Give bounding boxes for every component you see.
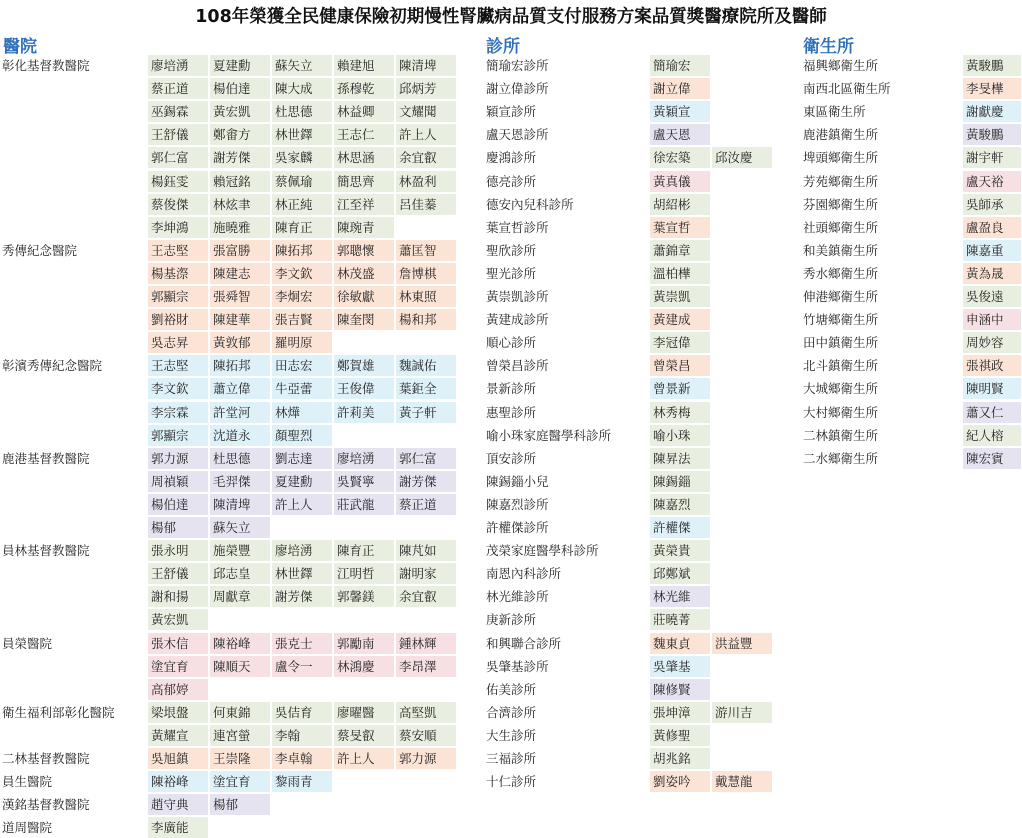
doctor-cell: 呂佳蓁: [396, 194, 456, 215]
doctor-cell: 紀人榕: [963, 425, 1021, 446]
doctor-cell: 田志宏: [272, 355, 332, 376]
doctor-cell: 黃宏凱: [210, 101, 270, 122]
doctor-cell: 謝立偉: [650, 78, 710, 99]
doctor-cell: 楊伯達: [148, 494, 208, 515]
doctor-cell: 林秀梅: [650, 402, 710, 423]
doctor-cell: 蔡旻叡: [334, 725, 394, 746]
doctor-cell: 魏誠佑: [396, 355, 456, 376]
clinic-name: 佑美診所: [486, 682, 537, 697]
doctor-cell: 張富勝: [210, 240, 270, 261]
doctor-cell: 許堂河: [210, 402, 270, 423]
doctor-cell: 黃駿鵬: [963, 124, 1021, 145]
doctor-cell: 陳裕峰: [148, 771, 208, 792]
doctor-cell: 張祺政: [963, 355, 1021, 376]
doctor-cell: 巫錫霖: [148, 101, 208, 122]
doctor-cell: 胡兆銘: [650, 748, 710, 769]
doctor-cell: 蔡正道: [396, 494, 456, 515]
clinic-name: 許權傑診所: [486, 520, 549, 535]
hospital-name: 二林基督教醫院: [2, 751, 90, 766]
hospital-name: 員榮醫院: [2, 636, 53, 651]
health-station-name: 南西北區衛生所: [803, 81, 891, 96]
doctor-cell: 林思涵: [334, 147, 394, 168]
section-heading-clinics: 診所: [486, 37, 520, 57]
doctor-cell: 簡思齊: [334, 171, 394, 192]
doctor-cell: 李坤鴻: [148, 217, 208, 238]
doctor-cell: 趙守典: [148, 794, 208, 815]
doctor-cell: 楊郁: [148, 517, 208, 538]
doctor-cell: 賴冠銘: [210, 171, 270, 192]
doctor-cell: 蕭匡智: [396, 240, 456, 261]
doctor-cell: 廖曜醫: [334, 702, 394, 723]
doctor-cell: 李冠偉: [650, 332, 710, 353]
doctor-cell: 黃建成: [650, 309, 710, 330]
doctor-cell: 楊郁: [210, 794, 270, 815]
doctor-cell: 王志堅: [148, 355, 208, 376]
health-station-name: 伸港鄉衛生所: [803, 289, 879, 304]
doctor-cell: 簡瑜宏: [650, 55, 710, 76]
clinic-name: 盧天恩診所: [486, 127, 549, 142]
doctor-cell: 劉姿吟: [650, 771, 710, 792]
clinic-name: 聖欣診所: [486, 243, 537, 258]
doctor-cell: 郭力源: [396, 748, 456, 769]
doctor-cell: 陳芃如: [396, 540, 456, 561]
doctor-cell: 夏建勳: [272, 471, 332, 492]
clinic-name: 南恩內科診所: [486, 566, 562, 581]
doctor-cell: 廖培湧: [334, 448, 394, 469]
doctor-cell: 張克士: [272, 633, 332, 654]
doctor-cell: 陳嘉重: [963, 240, 1021, 261]
doctor-cell: 王崇隆: [210, 748, 270, 769]
doctor-cell: 林世鐸: [272, 124, 332, 145]
clinic-name: 順心診所: [486, 335, 537, 350]
health-station-name: 北斗鎮衛生所: [803, 358, 879, 373]
clinic-name: 聖光診所: [486, 266, 537, 281]
doctor-cell: 謝明家: [396, 563, 456, 584]
doctor-cell: 李文欽: [148, 378, 208, 399]
doctor-cell: 陳清埤: [210, 494, 270, 515]
doctor-cell: 魏東貞: [650, 633, 710, 654]
doctor-cell: 陳奎閔: [334, 309, 394, 330]
doctor-cell: 蔡安順: [396, 725, 456, 746]
doctor-cell: 張吉賢: [272, 309, 332, 330]
health-station-name: 竹塘鄉衛生所: [803, 312, 879, 327]
clinic-name: 庚新診所: [486, 612, 537, 627]
doctor-cell: 李卓翰: [272, 748, 332, 769]
doctor-cell: 吳旭鎮: [148, 748, 208, 769]
doctor-cell: 黃榮貴: [650, 540, 710, 561]
doctor-cell: 吳家麟: [272, 147, 332, 168]
doctor-cell: 郭勵南: [334, 633, 394, 654]
health-station-name: 埤頭鄉衛生所: [803, 150, 879, 165]
doctor-cell: 陳昇法: [650, 448, 710, 469]
health-station-name: 和美鎮衛生所: [803, 243, 879, 258]
clinic-name: 黃崇凱診所: [486, 289, 549, 304]
health-station-name: 東區衛生所: [803, 104, 866, 119]
doctor-cell: 胡紹彬: [650, 194, 710, 215]
doctor-cell: 黃修聖: [650, 725, 710, 746]
doctor-cell: 李翰: [272, 725, 332, 746]
doctor-cell: 塗宜育: [210, 771, 270, 792]
doctor-cell: 邱汝慶: [712, 147, 772, 168]
doctor-cell: 李炯宏: [272, 286, 332, 307]
doctor-cell: 毛羿傑: [210, 471, 270, 492]
doctor-cell: 陳拓邦: [210, 355, 270, 376]
doctor-cell: 賴建旭: [334, 55, 394, 76]
hospital-name: 彰濱秀傳紀念醫院: [2, 358, 103, 373]
doctor-cell: 吳肇基: [650, 656, 710, 677]
clinic-name: 謝立偉診所: [486, 81, 549, 96]
doctor-cell: 黃為晟: [963, 263, 1021, 284]
doctor-cell: 陳建華: [210, 309, 270, 330]
doctor-cell: 高堅凱: [396, 702, 456, 723]
doctor-cell: 周妙容: [963, 332, 1021, 353]
doctor-cell: 劉裕財: [148, 309, 208, 330]
doctor-cell: 蔡俊傑: [148, 194, 208, 215]
doctor-cell: 黃崇凱: [650, 286, 710, 307]
doctor-cell: 陳錫錙: [650, 471, 710, 492]
doctor-cell: 戴慧龍: [712, 771, 772, 792]
clinic-name: 惠聖診所: [486, 405, 537, 420]
doctor-cell: 林正純: [272, 194, 332, 215]
doctor-cell: 林鴻慶: [334, 656, 394, 677]
doctor-cell: 溫柏樺: [650, 263, 710, 284]
doctor-cell: 李文欽: [272, 263, 332, 284]
doctor-cell: 張永明: [148, 540, 208, 561]
doctor-cell: 高郁婷: [148, 679, 208, 700]
doctor-cell: 李廣能: [148, 817, 208, 838]
clinic-name: 合濟診所: [486, 705, 537, 720]
clinic-name: 喻小珠家庭醫學科診所: [486, 428, 612, 443]
doctor-cell: 杜思德: [272, 101, 332, 122]
health-station-name: 芳苑鄉衛生所: [803, 174, 879, 189]
doctor-cell: 李昂澤: [396, 656, 456, 677]
doctor-cell: 陳育正: [334, 540, 394, 561]
doctor-cell: 楊伯達: [210, 78, 270, 99]
doctor-cell: 謝和揚: [148, 586, 208, 607]
doctor-cell: 黃真儀: [650, 171, 710, 192]
doctor-cell: 林盈利: [396, 171, 456, 192]
health-station-name: 福興鄉衛生所: [803, 58, 879, 73]
doctor-cell: 郭聰懷: [334, 240, 394, 261]
doctor-cell: 林燁: [272, 402, 332, 423]
doctor-cell: 陳拓邦: [272, 240, 332, 261]
clinic-name: 頂安診所: [486, 451, 537, 466]
doctor-cell: 林益卿: [334, 101, 394, 122]
doctor-cell: 顏聖烈: [272, 425, 332, 446]
doctor-cell: 黃穎宣: [650, 101, 710, 122]
doctor-cell: 詹博棋: [396, 263, 456, 284]
clinic-name: 景新診所: [486, 381, 537, 396]
clinic-name: 大生診所: [486, 728, 537, 743]
doctor-cell: 葉鉅全: [396, 378, 456, 399]
doctor-cell: 邱鄭斌: [650, 563, 710, 584]
doctor-cell: 王舒儀: [148, 124, 208, 145]
doctor-cell: 游川吉: [712, 702, 772, 723]
doctor-cell: 蔡佩瑜: [272, 171, 332, 192]
doctor-cell: 陳修賢: [650, 679, 710, 700]
hospital-name: 員生醫院: [2, 774, 53, 789]
doctor-cell: 劉志達: [272, 448, 332, 469]
doctor-cell: 郭顯宗: [148, 425, 208, 446]
doctor-cell: 邱炳芳: [396, 78, 456, 99]
doctor-cell: 郭仁富: [148, 147, 208, 168]
doctor-cell: 謝獻慶: [963, 101, 1021, 122]
doctor-cell: 許上人: [272, 494, 332, 515]
doctor-cell: 塗宜育: [148, 656, 208, 677]
doctor-cell: 陳大成: [272, 78, 332, 99]
doctor-cell: 吳俊遠: [963, 286, 1021, 307]
doctor-cell: 王俊偉: [334, 378, 394, 399]
doctor-cell: 郭顯宗: [148, 286, 208, 307]
doctor-cell: 郭力源: [148, 448, 208, 469]
hospital-name: 漢銘基督教醫院: [2, 797, 90, 812]
doctor-cell: 梁垠盤: [148, 702, 208, 723]
doctor-cell: 洪益豐: [712, 633, 772, 654]
doctor-cell: 廖培湧: [272, 540, 332, 561]
doctor-cell: 陳嘉烈: [650, 494, 710, 515]
doctor-cell: 余宜叡: [396, 586, 456, 607]
doctor-cell: 楊基漈: [148, 263, 208, 284]
clinic-name: 慶鴻診所: [486, 150, 537, 165]
clinic-name: 德亮診所: [486, 174, 537, 189]
health-station-name: 芬園鄉衛生所: [803, 197, 879, 212]
clinic-name: 陳錫錙小兒: [486, 474, 549, 489]
doctor-cell: 林茂盛: [334, 263, 394, 284]
doctor-cell: 周禎穎: [148, 471, 208, 492]
doctor-cell: 許權傑: [650, 517, 710, 538]
health-station-name: 二水鄉衛生所: [803, 451, 879, 466]
doctor-cell: 盧令一: [272, 656, 332, 677]
hospital-name: 鹿港基督教醫院: [2, 451, 90, 466]
doctor-cell: 謝芳傑: [272, 586, 332, 607]
health-station-name: 社頭鄉衛生所: [803, 220, 879, 235]
doctor-cell: 楊和邦: [396, 309, 456, 330]
doctor-cell: 江至祥: [334, 194, 394, 215]
clinic-name: 曾榮昌診所: [486, 358, 549, 373]
section-heading-health-stations: 衛生所: [803, 37, 854, 57]
doctor-cell: 喻小珠: [650, 425, 710, 446]
health-station-name: 大村鄉衛生所: [803, 405, 879, 420]
doctor-cell: 黃耀宣: [148, 725, 208, 746]
doctor-cell: 謝芳傑: [396, 471, 456, 492]
doctor-cell: 林光維: [650, 586, 710, 607]
health-station-name: 田中鎮衛生所: [803, 335, 879, 350]
doctor-cell: 莊曉菁: [650, 609, 710, 630]
clinic-name: 德安內兒科診所: [486, 197, 574, 212]
doctor-cell: 夏建勳: [210, 55, 270, 76]
doctor-cell: 邱志皇: [210, 563, 270, 584]
doctor-cell: 陳清埤: [396, 55, 456, 76]
clinic-name: 茂榮家庭醫學科診所: [486, 543, 599, 558]
doctor-cell: 文耀聞: [396, 101, 456, 122]
doctor-cell: 曾榮昌: [650, 355, 710, 376]
hospital-name: 員林基督教醫院: [2, 543, 90, 558]
doctor-cell: 黃子軒: [396, 402, 456, 423]
section-heading-hospitals: 醫院: [3, 37, 37, 57]
doctor-cell: 蘇矢立: [210, 517, 270, 538]
doctor-cell: 盧天裕: [963, 171, 1021, 192]
doctor-cell: 吳佶育: [272, 702, 332, 723]
doctor-cell: 陳明賢: [963, 378, 1021, 399]
doctor-cell: 張舜智: [210, 286, 270, 307]
doctor-cell: 張坤漳: [650, 702, 710, 723]
doctor-cell: 陳建志: [210, 263, 270, 284]
clinic-name: 林光維診所: [486, 589, 549, 604]
hospital-name: 秀傳紀念醫院: [2, 243, 78, 258]
doctor-cell: 吳賢寧: [334, 471, 394, 492]
doctor-cell: 連宮螢: [210, 725, 270, 746]
doctor-cell: 莊武龍: [334, 494, 394, 515]
clinic-name: 十仁診所: [486, 774, 537, 789]
doctor-cell: 陳琬青: [334, 217, 394, 238]
doctor-cell: 陳順天: [210, 656, 270, 677]
doctor-cell: 黃宏凱: [148, 609, 208, 630]
doctor-cell: 徐宏築: [650, 147, 710, 168]
doctor-cell: 王志仁: [334, 124, 394, 145]
hospital-name: 道周醫院: [2, 820, 53, 835]
doctor-cell: 周獻章: [210, 586, 270, 607]
doctor-cell: 許莉美: [334, 402, 394, 423]
doctor-cell: 陳育正: [272, 217, 332, 238]
doctor-cell: 黃駿鵬: [963, 55, 1021, 76]
doctor-cell: 何東錦: [210, 702, 270, 723]
doctor-cell: 江明哲: [334, 563, 394, 584]
doctor-cell: 沈道永: [210, 425, 270, 446]
doctor-cell: 吳志昇: [148, 332, 208, 353]
doctor-cell: 鄭賀雄: [334, 355, 394, 376]
doctor-cell: 杜思德: [210, 448, 270, 469]
doctor-cell: 許上人: [334, 748, 394, 769]
doctor-cell: 謝宇軒: [963, 147, 1021, 168]
clinic-name: 黃建成診所: [486, 312, 549, 327]
doctor-cell: 林東照: [396, 286, 456, 307]
doctor-cell: 吳師承: [963, 194, 1021, 215]
health-station-name: 鹿港鎮衛生所: [803, 127, 879, 142]
doctor-cell: 鍾林輝: [396, 633, 456, 654]
doctor-cell: 林世鐸: [272, 563, 332, 584]
doctor-cell: 施曉雅: [210, 217, 270, 238]
doctor-cell: 鄭畬方: [210, 124, 270, 145]
doctor-cell: 盧天恩: [650, 124, 710, 145]
health-station-name: 大城鄉衛生所: [803, 381, 879, 396]
doctor-cell: 郭馨鎂: [334, 586, 394, 607]
doctor-cell: 曾景新: [650, 378, 710, 399]
doctor-cell: 黎雨青: [272, 771, 332, 792]
doctor-cell: 余宜叡: [396, 147, 456, 168]
clinic-name: 吳肇基診所: [486, 659, 549, 674]
clinic-name: 和興聯合診所: [486, 636, 562, 651]
doctor-cell: 蕭又仁: [963, 402, 1021, 423]
doctor-cell: 李宗霖: [148, 402, 208, 423]
clinic-name: 穎宣診所: [486, 104, 537, 119]
doctor-cell: 陳裕峰: [210, 633, 270, 654]
doctor-cell: 楊鈺雯: [148, 171, 208, 192]
doctor-cell: 牛亞蕾: [272, 378, 332, 399]
doctor-cell: 施榮豐: [210, 540, 270, 561]
doctor-cell: 王志堅: [148, 240, 208, 261]
doctor-cell: 王舒儀: [148, 563, 208, 584]
doctor-cell: 張木信: [148, 633, 208, 654]
clinic-name: 葉宣哲診所: [486, 220, 549, 235]
hospital-name: 彰化基督教醫院: [2, 58, 90, 73]
doctor-cell: 李旻樺: [963, 78, 1021, 99]
doctor-cell: 羅明原: [272, 332, 332, 353]
doctor-cell: 許上人: [396, 124, 456, 145]
doctor-cell: 徐敏獻: [334, 286, 394, 307]
doctor-cell: 蕭錦章: [650, 240, 710, 261]
doctor-cell: 蕭立偉: [210, 378, 270, 399]
doctor-cell: 葉宣哲: [650, 217, 710, 238]
doctor-cell: 盧盈良: [963, 217, 1021, 238]
doctor-cell: 黃敦郁: [210, 332, 270, 353]
clinic-name: 三福診所: [486, 751, 537, 766]
doctor-cell: 陳宏賓: [963, 448, 1021, 469]
doctor-cell: 孫穆乾: [334, 78, 394, 99]
page-title: 108年榮獲全民健康保險初期慢性腎臟病品質支付服務方案品質獎醫療院所及醫師: [195, 7, 827, 27]
clinic-name: 簡瑜宏診所: [486, 58, 549, 73]
doctor-cell: 申涵中: [963, 309, 1021, 330]
health-station-name: 秀水鄉衛生所: [803, 266, 879, 281]
doctor-cell: 廖培湧: [148, 55, 208, 76]
doctor-cell: 蘇矢立: [272, 55, 332, 76]
doctor-cell: 謝芳傑: [210, 147, 270, 168]
doctor-cell: 林炫聿: [210, 194, 270, 215]
clinic-name: 陳嘉烈診所: [486, 497, 549, 512]
health-station-name: 二林鎮衛生所: [803, 428, 879, 443]
doctor-cell: 蔡正道: [148, 78, 208, 99]
doctor-cell: 郭仁富: [396, 448, 456, 469]
hospital-name: 衛生福利部彰化醫院: [2, 705, 115, 720]
